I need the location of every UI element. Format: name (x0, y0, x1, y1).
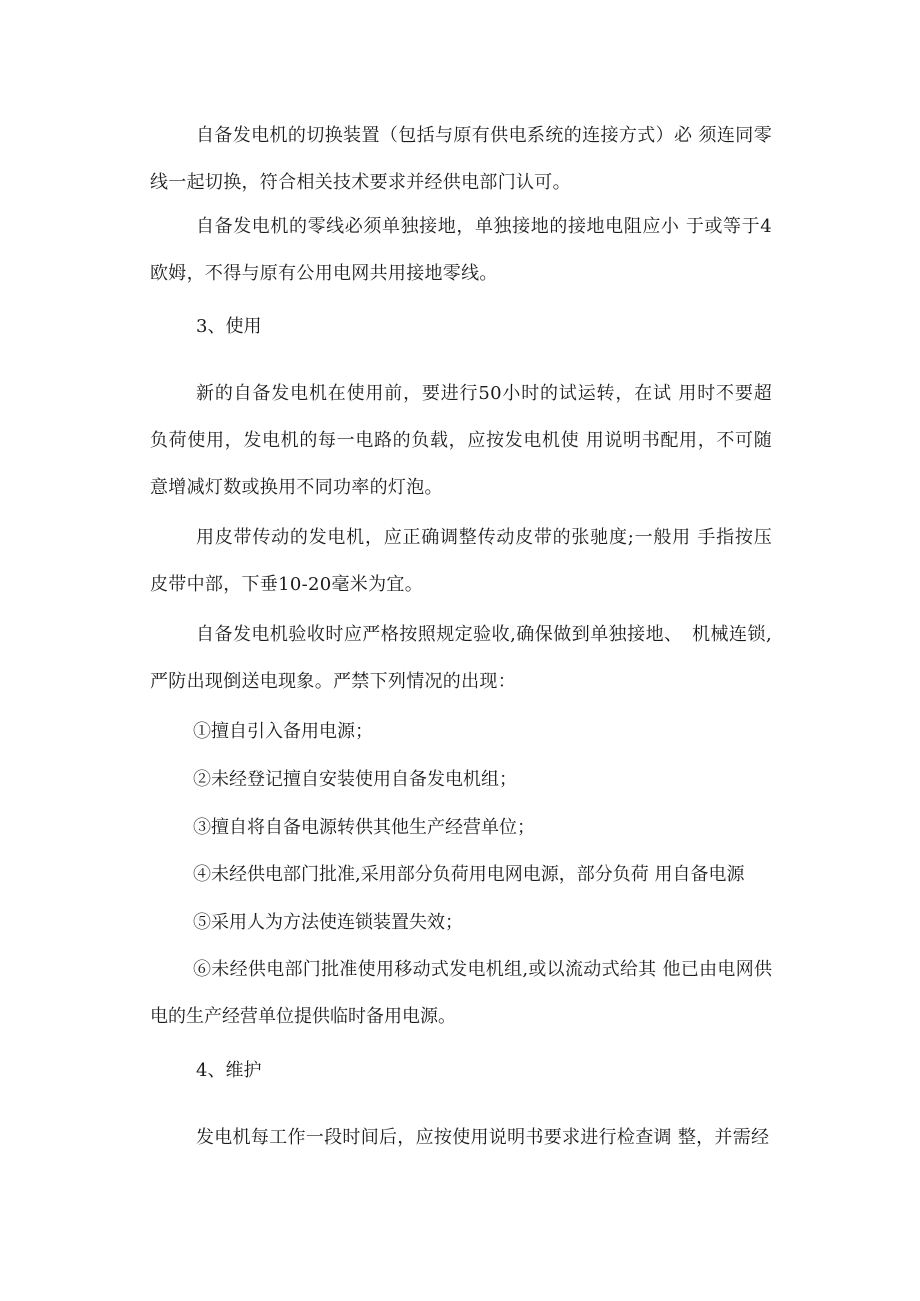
list-item: ⑤采用人为方法使连锁装置失效； (193, 912, 463, 933)
paragraph-maintenance: 发电机每工作一段时间后，应按使用说明书要求进行检查调 整，并需经 (196, 1127, 770, 1148)
paragraph-grounding: 自备发电机的零线必须单独接地，单独接地的接地电阻应小 于或等于4欧姆，不得与原有公用电网共用接地零线。 (150, 216, 772, 284)
list-item: ⑥未经供电部门批准使用移动式发电机组,或以流动式给其 他已由电网供电的生产经营单位提供临时备用电源。 (150, 959, 772, 1027)
list-item: ①擅自引入备用电源； (193, 721, 373, 742)
section-heading-use: 3、使用 (196, 316, 262, 337)
section-heading-maintenance: 4、维护 (196, 1060, 262, 1081)
paragraph-trial-run: 新的自备发电机在使用前，要进行50小时的试运转，在试 用时不要超负荷使用，发电机的每一电路的负载，应按发电机使 用说明书配用，不可随意增减灯数或换用不同功率的灯泡。 (150, 383, 772, 498)
paragraph-belt-drive: 用皮带传动的发电机，应正确调整传动皮带的张驰度;一般用 手指按压皮带中部，下垂10-20毫米为宜。 (150, 527, 772, 595)
list-item: ④未经供电部门批准,采用部分负荷用电网电源，部分负荷 用自备电源 (193, 864, 745, 885)
list-item: ③擅自将自备电源转供其他生产经营单位； (193, 817, 535, 838)
paragraph-acceptance: 自备发电机验收时应严格按照规定验收,确保做到单独接地、 机械连锁,严防出现倒送电现象。严禁下列情况的出现： (150, 624, 772, 692)
paragraph-switching-device: 自备发电机的切换装置（包括与原有供电系统的连接方式）必 须连同零线一起切换，符合相关技术要求并经供电部门认可。 (150, 125, 772, 193)
list-item: ②未经登记擅自安装使用自备发电机组； (193, 769, 517, 790)
